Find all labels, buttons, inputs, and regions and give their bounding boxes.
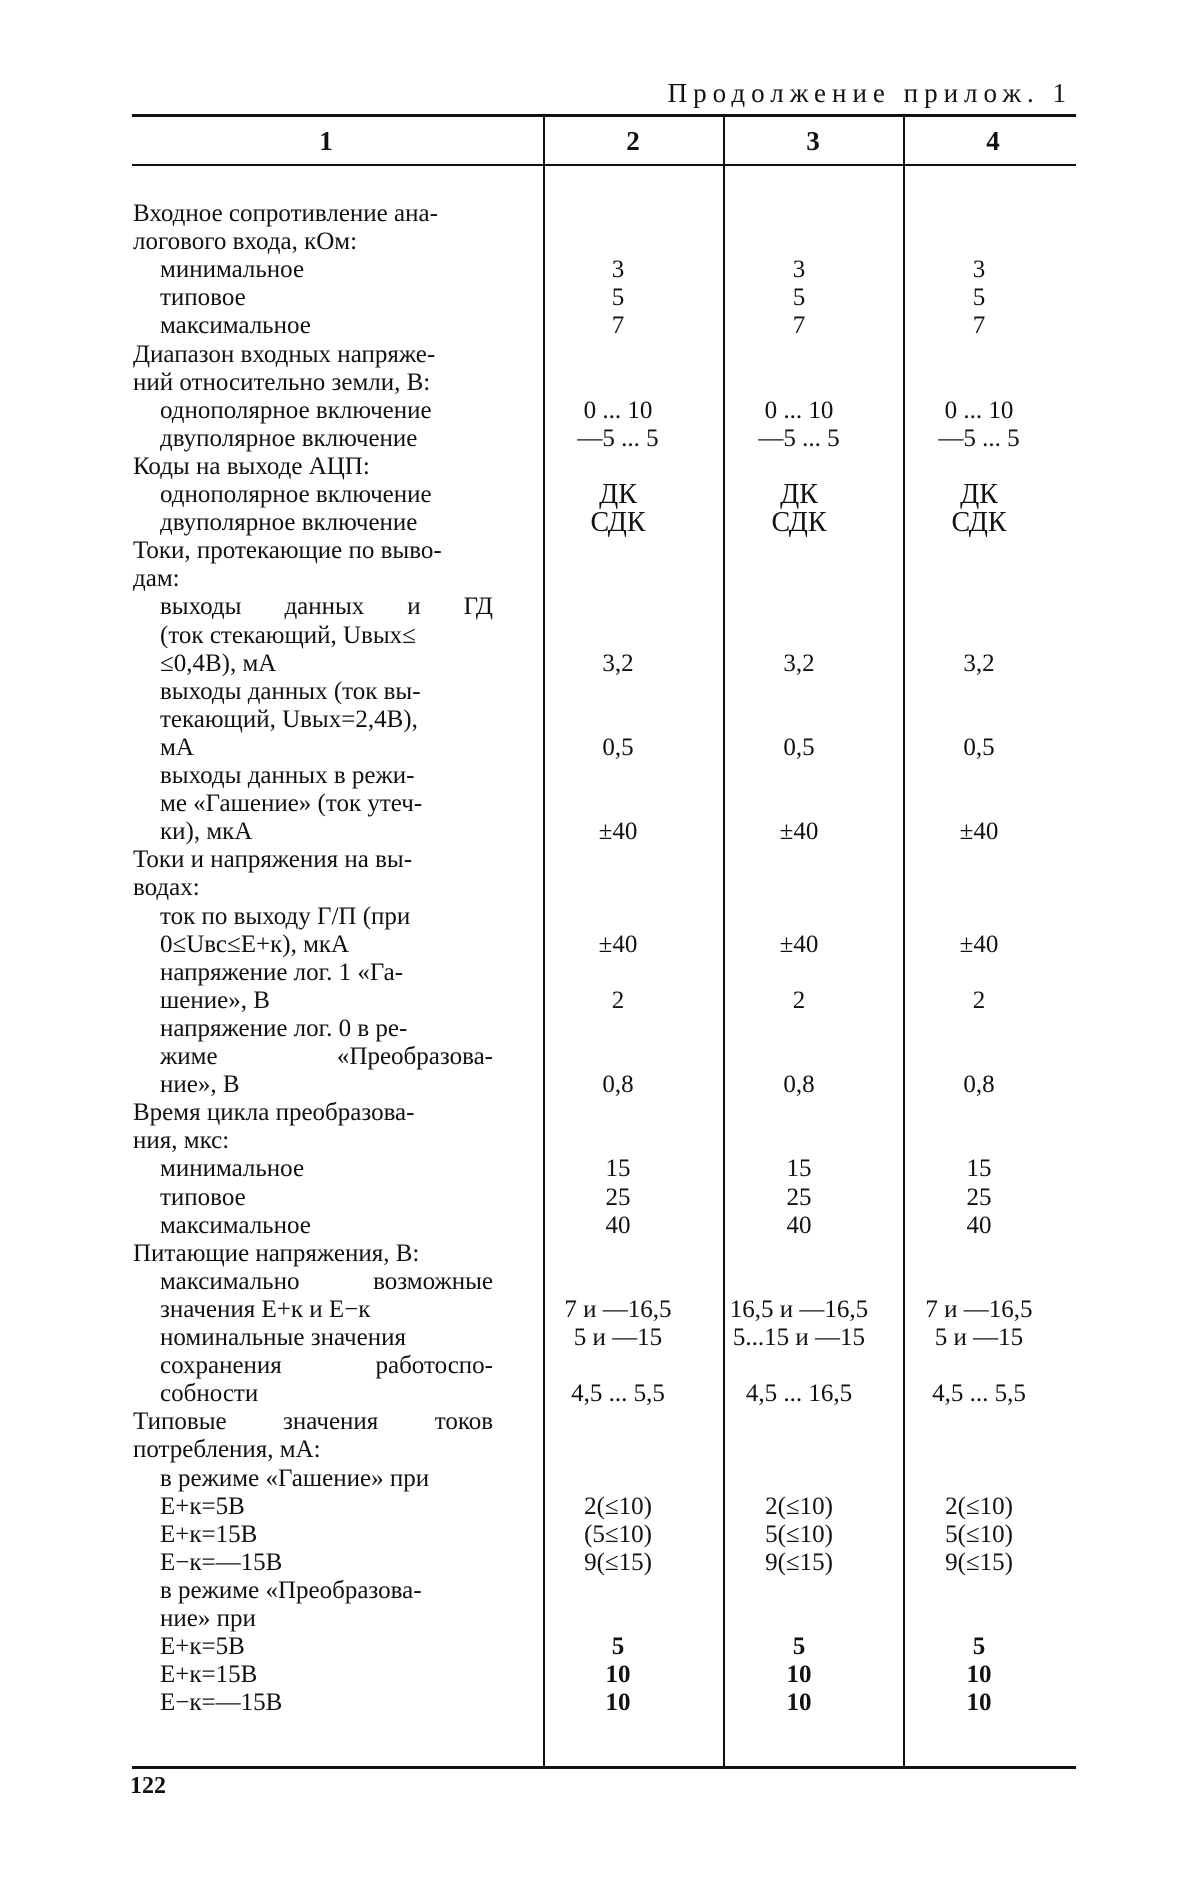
row-label: шение», В xyxy=(160,986,270,1014)
cell-value-col3: 0,8 xyxy=(783,1071,815,1099)
cell-value-col4: 0,5 xyxy=(963,733,995,761)
cell-value-col3: 40 xyxy=(786,1211,812,1239)
row-label: Токи и напряжения на вы- xyxy=(133,846,413,874)
table-row xyxy=(0,508,1200,538)
cell-value-col4: 10 xyxy=(966,1661,992,1689)
table-row xyxy=(0,930,1200,960)
row-label: в режиме «Преобразова- xyxy=(160,1576,422,1604)
cell-value-col2: 9(≤15) xyxy=(584,1548,652,1576)
table-row xyxy=(0,817,1200,847)
row-label: ние» при xyxy=(160,1605,256,1632)
cell-value-col2: (5≤10) xyxy=(584,1520,652,1548)
row-label: E+к=15В xyxy=(160,1661,258,1689)
row-label: E−к=—15В xyxy=(160,1689,283,1717)
cell-value-col3: СДК xyxy=(771,507,827,539)
column-number-4: 4 xyxy=(986,126,1000,156)
row-label: дам: xyxy=(133,565,180,593)
cell-value-col2: 15 xyxy=(605,1155,631,1183)
table-row xyxy=(0,1295,1200,1325)
page-number: 122 xyxy=(130,1773,166,1799)
cell-value-col4: 5 xyxy=(972,1633,986,1661)
cell-value-col4: 7 и —16,5 xyxy=(925,1295,1033,1323)
column-number-3: 3 xyxy=(806,126,820,156)
table-row xyxy=(0,1464,1200,1494)
table-row xyxy=(0,1492,1200,1522)
cell-value-col2: ДК xyxy=(599,479,637,510)
cell-value-col2: ±40 xyxy=(598,930,638,958)
table-row xyxy=(0,199,1200,229)
row-label: выходы данных и ГД xyxy=(160,593,493,621)
table-row xyxy=(0,1126,1200,1156)
table-row xyxy=(0,1211,1200,1241)
cell-value-col4: 10 xyxy=(966,1689,992,1717)
cell-value-col2: 2 xyxy=(611,986,625,1014)
table-row xyxy=(0,1660,1200,1690)
table-row xyxy=(0,1323,1200,1353)
cell-value-col4: ДК xyxy=(960,479,998,510)
cell-value-col2: 40 xyxy=(605,1211,631,1239)
cell-value-col3: 0,5 xyxy=(783,733,815,761)
cell-value-col2: 0,5 xyxy=(602,733,634,761)
row-label: двуполярное включение xyxy=(160,424,418,452)
table-row xyxy=(0,1576,1200,1606)
table-row xyxy=(0,1014,1200,1044)
row-label: ния, мкс: xyxy=(133,1127,230,1155)
row-label: логового входа, кОм: xyxy=(133,228,358,256)
cell-value-col3: 5 xyxy=(792,1633,806,1661)
cell-value-col3: 16,5 и —16,5 xyxy=(729,1295,869,1323)
cell-value-col2: 25 xyxy=(605,1183,631,1211)
cell-value-col2: ±40 xyxy=(598,818,638,846)
row-label: выходы данных в режи- xyxy=(160,762,415,789)
cell-value-col4: 5 и —15 xyxy=(934,1324,1024,1351)
table-row xyxy=(0,705,1200,735)
cell-value-col4: 40 xyxy=(966,1211,992,1239)
row-label: 0≤Uвс≤E+к), мкА xyxy=(160,930,350,958)
table-row xyxy=(0,452,1200,482)
cell-value-col4: ±40 xyxy=(959,818,999,846)
row-label: текающий, Uвых=2,4В), xyxy=(160,705,418,733)
cell-value-col2: 5 xyxy=(611,1633,625,1661)
cell-value-col4: —5 ... 5 xyxy=(938,424,1020,452)
table-row xyxy=(0,733,1200,763)
row-label: однополярное включение xyxy=(160,396,432,424)
row-label: Коды на выходе АЦП: xyxy=(133,452,370,480)
table-row xyxy=(0,761,1200,791)
row-label: минимальное xyxy=(160,1155,305,1183)
row-label: ки), мкА xyxy=(160,818,253,846)
table-row xyxy=(0,1435,1200,1465)
row-label: мА xyxy=(160,733,194,761)
cell-value-col2: 7 и —16,5 xyxy=(564,1295,672,1323)
cell-value-col4: 4,5 ... 5,5 xyxy=(932,1380,1026,1408)
cell-value-col3: 3,2 xyxy=(783,649,815,677)
cell-value-col3: 4,5 ... 16,5 xyxy=(745,1380,853,1408)
row-label: напряжение лог. 1 «Га- xyxy=(160,958,404,986)
row-label: E−к=—15В xyxy=(160,1548,283,1576)
row-label: номинальные значения xyxy=(160,1324,406,1351)
row-label: типовое xyxy=(160,284,246,312)
row-label: выходы данных (ток вы- xyxy=(160,677,421,705)
row-label: Диапазон входных напряже- xyxy=(133,340,436,368)
table-row xyxy=(0,227,1200,257)
row-label: максимально возможные xyxy=(160,1267,493,1295)
table-row xyxy=(0,1154,1200,1184)
cell-value-col3: 0 ... 10 xyxy=(764,396,834,424)
row-label: (ток стекающий, Uвых≤ xyxy=(160,621,416,649)
row-label: Входное сопротивление ана- xyxy=(133,200,438,227)
table-row xyxy=(0,1183,1200,1213)
table-row xyxy=(0,677,1200,707)
table-row xyxy=(0,621,1200,651)
row-label: ний относительно земли, В: xyxy=(133,368,431,396)
table-row xyxy=(0,789,1200,819)
cell-value-col4: ±40 xyxy=(959,930,999,958)
table-row xyxy=(0,424,1200,454)
cell-value-col4: СДК xyxy=(951,507,1007,539)
table-row xyxy=(0,1632,1200,1662)
cell-value-col3: 2 xyxy=(792,986,806,1014)
cell-value-col3: —5 ... 5 xyxy=(758,424,840,452)
table-caption: Продолжение прилож. 1 xyxy=(667,78,1072,108)
cell-value-col4: 3,2 xyxy=(963,649,995,677)
cell-value-col2: 0 ... 10 xyxy=(583,396,653,424)
table-row xyxy=(0,986,1200,1016)
table-row xyxy=(0,1351,1200,1381)
cell-value-col2: 5 xyxy=(611,284,625,312)
row-label: значения E+к и E−к xyxy=(160,1295,371,1323)
cell-value-col4: 5(≤10) xyxy=(945,1520,1013,1548)
table-row xyxy=(0,1604,1200,1634)
cell-value-col3: 5...15 и —15 xyxy=(732,1324,866,1351)
table-row xyxy=(0,1379,1200,1409)
table-row xyxy=(0,1688,1200,1718)
cell-value-col4: 7 xyxy=(972,312,986,340)
row-label: однополярное включение xyxy=(160,481,432,508)
cell-value-col3: ДК xyxy=(780,479,818,510)
table-row xyxy=(0,396,1200,426)
row-label: сохранения работоспо- xyxy=(160,1352,493,1380)
row-label: E+к=15В xyxy=(160,1520,258,1548)
cell-value-col2: 4,5 ... 5,5 xyxy=(571,1380,665,1408)
cell-value-col4: 2(≤10) xyxy=(945,1492,1013,1520)
cell-value-col4: 15 xyxy=(966,1155,992,1183)
table-row xyxy=(0,1548,1200,1578)
table-header-rule xyxy=(132,164,1076,166)
cell-value-col3: 25 xyxy=(786,1183,812,1211)
cell-value-col4: 2 xyxy=(972,986,986,1014)
cell-value-col3: ±40 xyxy=(779,930,819,958)
row-label: собности xyxy=(160,1380,259,1408)
cell-value-col2: СДК xyxy=(590,507,646,539)
column-number-1: 1 xyxy=(319,126,333,156)
cell-value-col2: 2(≤10) xyxy=(584,1492,652,1520)
table-bottom-rule xyxy=(132,1766,1076,1769)
cell-value-col4: 9(≤15) xyxy=(945,1548,1013,1576)
cell-value-col3: 5 xyxy=(792,284,806,312)
row-label: напряжение лог. 0 в ре- xyxy=(160,1014,408,1042)
row-label: E+к=5В xyxy=(160,1633,245,1661)
cell-value-col2: 3 xyxy=(611,256,625,284)
cell-value-col3: 10 xyxy=(786,1689,812,1717)
cell-value-col3: ±40 xyxy=(779,818,819,846)
table-row xyxy=(0,536,1200,566)
row-label: Типовые значения токов xyxy=(133,1408,493,1436)
table-row xyxy=(0,480,1200,510)
table-row xyxy=(0,564,1200,594)
row-label: минимальное xyxy=(160,256,305,284)
table-row xyxy=(0,1098,1200,1128)
cell-value-col2: 10 xyxy=(605,1661,631,1689)
table-row xyxy=(0,1070,1200,1100)
row-label: водах: xyxy=(133,874,200,902)
row-label: ≤0,4В), мА xyxy=(160,649,277,677)
table-row xyxy=(0,311,1200,341)
row-label: в режиме «Гашение» при xyxy=(160,1464,430,1492)
row-label: двуполярное включение xyxy=(160,509,418,537)
row-label: Время цикла преобразова- xyxy=(133,1099,415,1127)
cell-value-col2: 10 xyxy=(605,1689,631,1717)
cell-value-col2: 0,8 xyxy=(602,1071,634,1099)
row-label: ние», В xyxy=(160,1071,240,1099)
row-label: потребления, мА: xyxy=(133,1436,321,1464)
row-label: максимальное xyxy=(160,312,311,340)
table-top-rule xyxy=(132,114,1076,117)
row-label: типовое xyxy=(160,1183,246,1211)
table-row xyxy=(0,340,1200,370)
table-row xyxy=(0,283,1200,313)
cell-value-col3: 2(≤10) xyxy=(765,1492,833,1520)
row-label: Питающие напряжения, В: xyxy=(133,1239,420,1267)
table-row xyxy=(0,255,1200,285)
table-row xyxy=(0,845,1200,875)
table-row xyxy=(0,368,1200,398)
table-row xyxy=(0,649,1200,679)
table-row xyxy=(0,1239,1200,1269)
cell-value-col2: 3,2 xyxy=(602,649,634,677)
cell-value-col3: 9(≤15) xyxy=(765,1548,833,1576)
cell-value-col4: 25 xyxy=(966,1183,992,1211)
row-label: ме «Гашение» (ток утеч- xyxy=(160,790,423,818)
cell-value-col2: 5 и —15 xyxy=(573,1324,663,1351)
table-row xyxy=(0,873,1200,903)
table-row xyxy=(0,902,1200,932)
table-row xyxy=(0,1520,1200,1550)
cell-value-col2: —5 ... 5 xyxy=(577,424,659,452)
table-row xyxy=(0,1267,1200,1297)
table-row xyxy=(0,1407,1200,1437)
cell-value-col4: 3 xyxy=(972,256,986,284)
cell-value-col3: 15 xyxy=(786,1155,812,1183)
cell-value-col3: 10 xyxy=(786,1661,812,1689)
cell-value-col3: 3 xyxy=(792,256,806,284)
column-number-2: 2 xyxy=(626,126,640,156)
table-row xyxy=(0,1042,1200,1072)
cell-value-col2: 7 xyxy=(611,312,625,340)
row-label: E+к=5В xyxy=(160,1492,245,1520)
cell-value-col4: 0 ... 10 xyxy=(944,396,1014,424)
cell-value-col3: 7 xyxy=(792,312,806,340)
row-label: жиме «Преобразова- xyxy=(160,1043,493,1070)
cell-value-col4: 5 xyxy=(972,284,986,312)
table-row xyxy=(0,592,1200,622)
table-row xyxy=(0,958,1200,988)
row-label: ток по выходу Г/П (при xyxy=(160,902,411,930)
row-label: Токи, протекающие по выво- xyxy=(133,537,442,565)
cell-value-col4: 0,8 xyxy=(963,1071,995,1099)
cell-value-col3: 5(≤10) xyxy=(765,1520,833,1548)
row-label: максимальное xyxy=(160,1211,311,1239)
